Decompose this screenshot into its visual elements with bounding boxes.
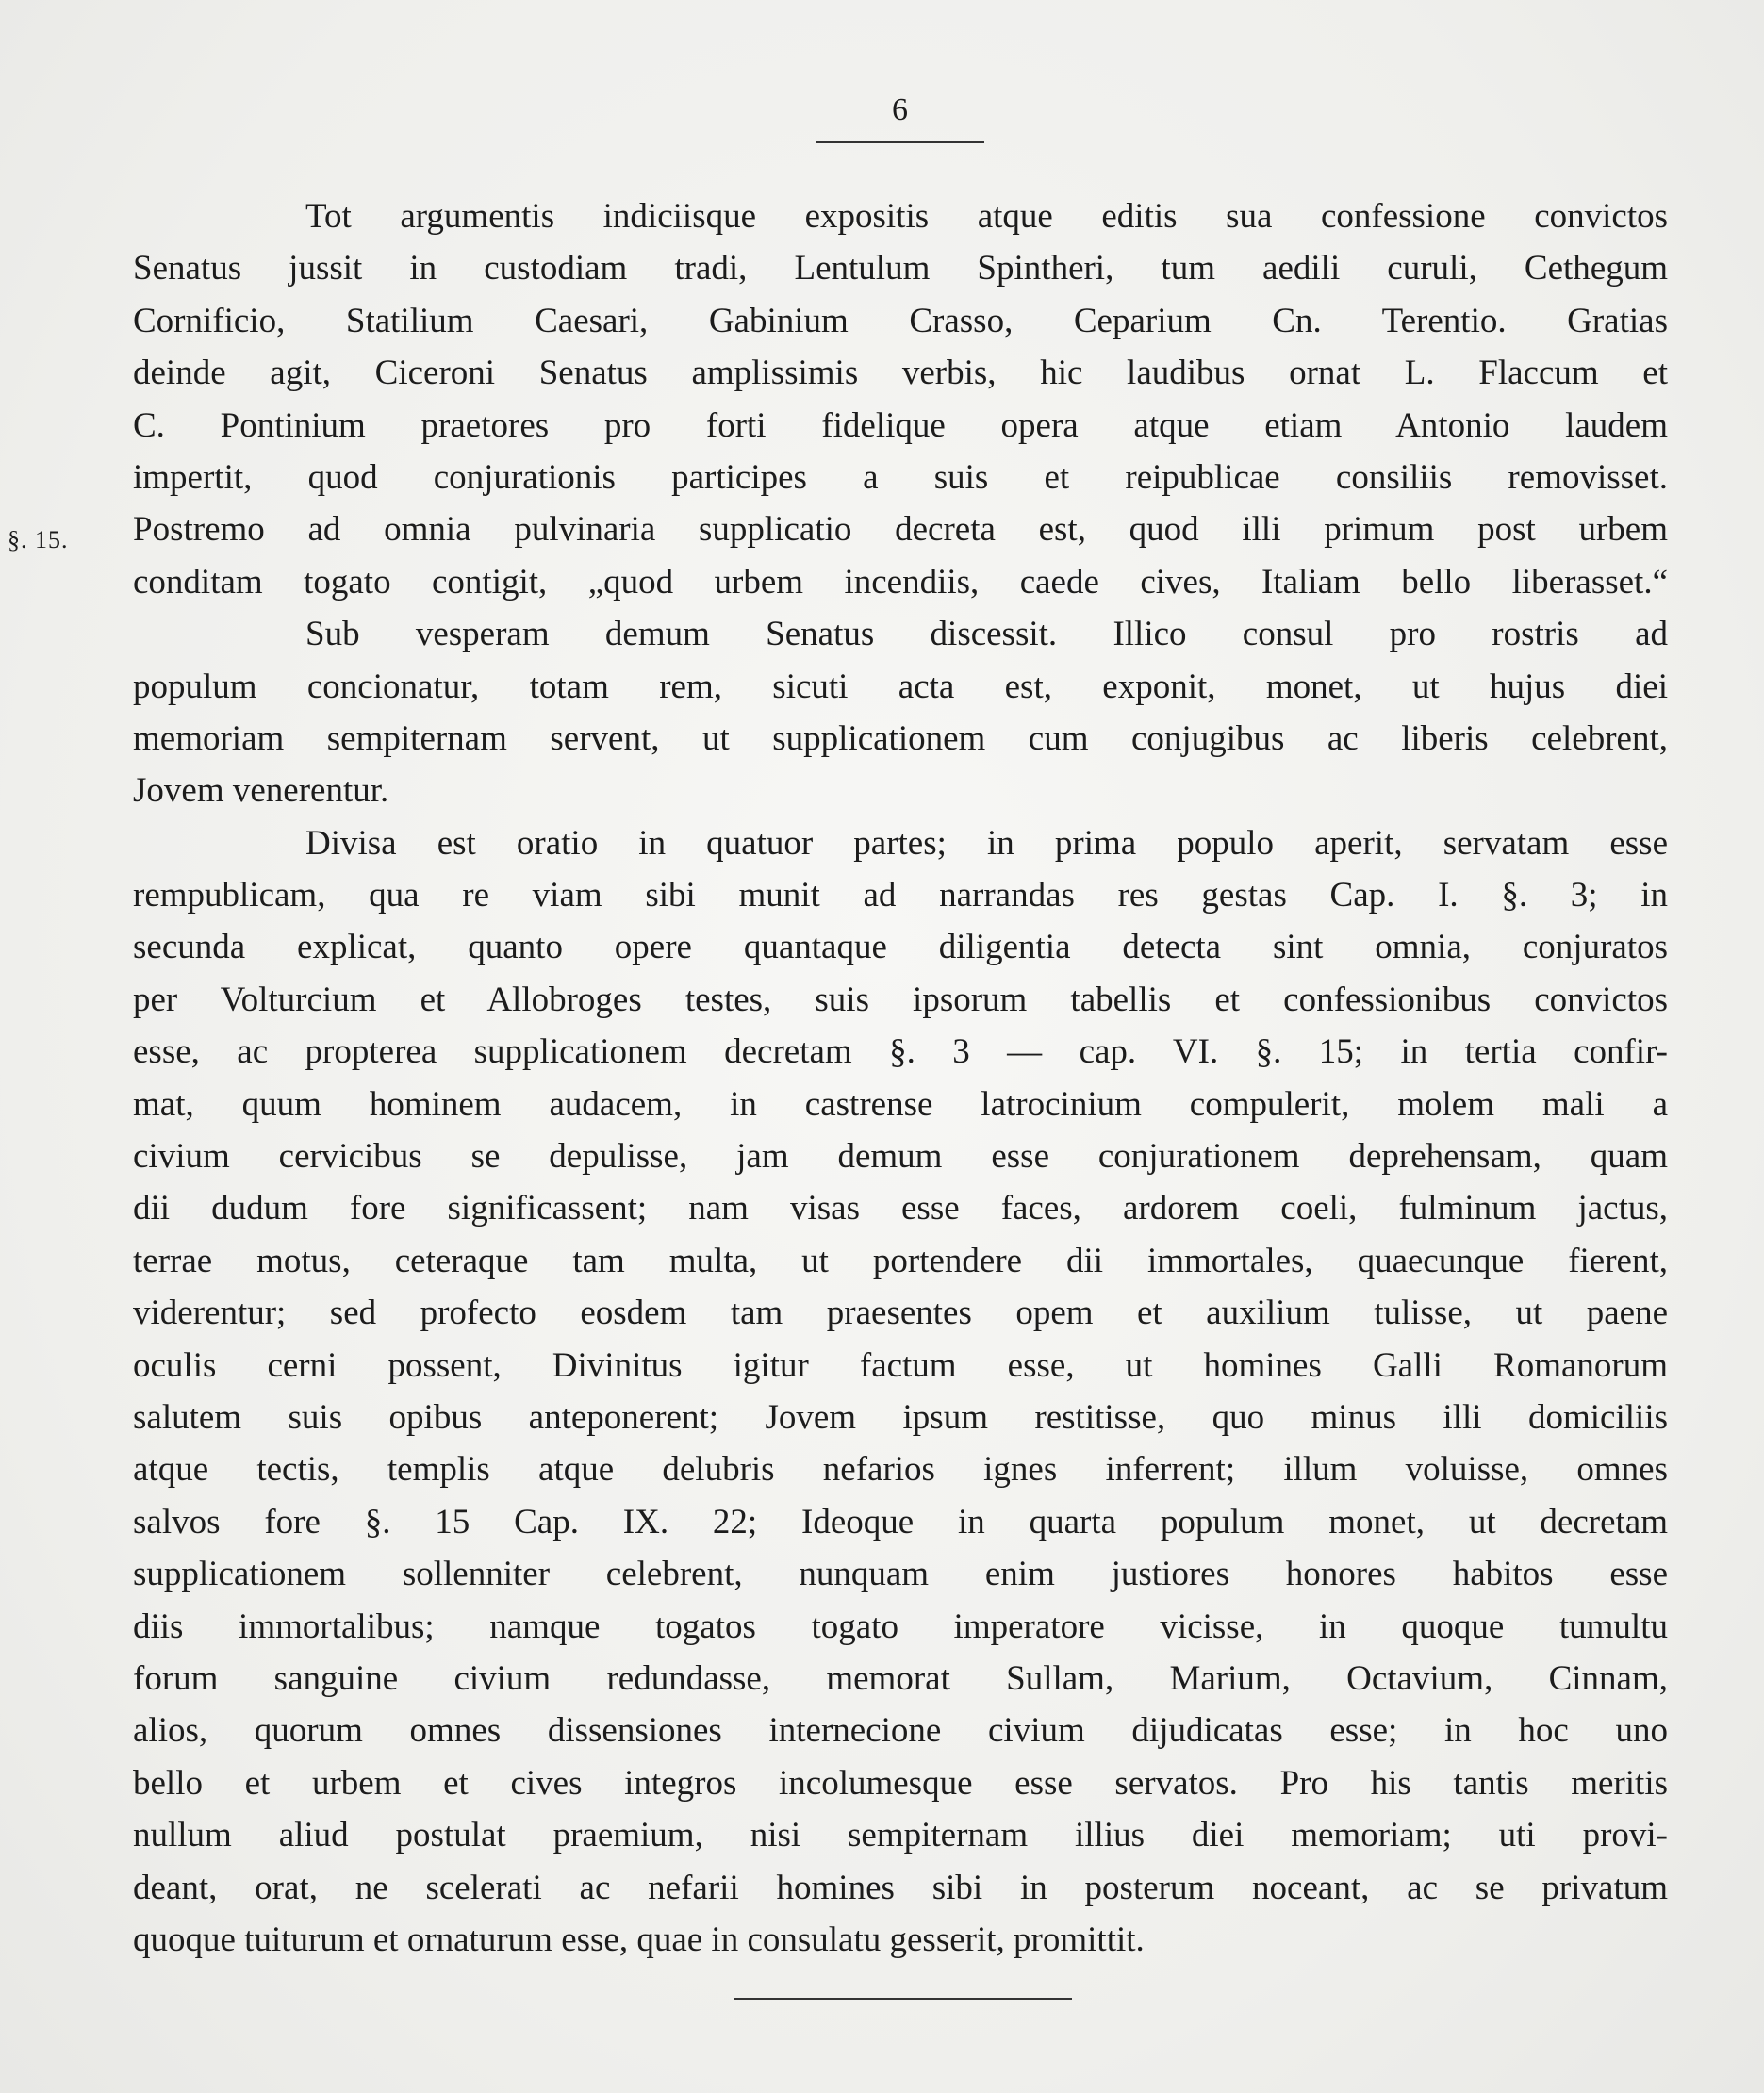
text-line: quoque tuiturum et ornaturum esse, quae in consulatu gesserit, promittit. <box>133 1920 1145 1959</box>
text-line: deant, orat, ne scelerati ac nefarii homines sibi in posterum noceant, ac se privatum <box>133 1868 1668 1907</box>
text-line: Sub vesperam demum Senatus discessit. Illico consul pro rostris ad <box>305 615 1668 654</box>
text-line: esse, ac propterea supplicationem decretam §. 3 — cap. VI. §. 15; in tertia confir- <box>133 1032 1668 1072</box>
text-line: memoriam sempiternam servent, ut supplicationem cum conjugibus ac liberis celebrent, <box>133 718 1668 758</box>
text-line: rempublicam, qua re viam sibi munit ad narrandas res gestas Cap. I. §. 3; in <box>133 876 1668 915</box>
text-line: Cornificio, Statilium Caesari, Gabinium Crasso, Ceparium Cn. Terentio. Gratias <box>133 301 1668 340</box>
text-line: terrae motus, ceteraque tam multa, ut portendere dii immortales, quaecunque fierent, <box>133 1241 1668 1280</box>
header-rule <box>816 141 984 143</box>
body-text <box>133 190 1668 1966</box>
text-line: Tot argumentis indiciisque expositis atque editis sua confessione convictos <box>305 197 1668 236</box>
text-line: bello et urbem et cives integros incolumesque esse servatos. Pro his tantis meritis <box>133 1763 1668 1803</box>
text-line: forum sanguine civium redundasse, memorat Sullam, Marium, Octavium, Cinnam, <box>133 1658 1668 1698</box>
text-line: secunda explicat, quanto opere quantaque diligentia detecta sint omnia, conjuratos <box>133 928 1668 967</box>
text-line: Divisa est oratio in quatuor partes; in prima populo aperit, servatam esse <box>305 823 1668 863</box>
text-line: Jovem venerentur. <box>133 771 389 811</box>
page-number: 6 <box>892 92 909 127</box>
text-line: supplicationem sollenniter celebrent, nunquam enim justiores honores habitos esse <box>133 1555 1668 1594</box>
marginal-section-note: §. 15. <box>8 526 69 553</box>
text-line: populum concionatur, totam rem, sicuti acta est, exponit, monet, ut hujus diei <box>133 667 1668 706</box>
text-line: nullum aliud postulat praemium, nisi sempiternam illius diei memoriam; uti provi- <box>133 1816 1668 1855</box>
text-line: mat, quum hominem audacem, in castrense latrocinium compulerit, molem mali a <box>133 1084 1668 1124</box>
footer-rule <box>734 1998 1072 2000</box>
text-line: civium cervicibus se depulisse, jam demum esse conjurationem deprehensam, quam <box>133 1137 1668 1177</box>
text-line: salutem suis opibus anteponerent; Jovem ipsum restitisse, quo minus illi domiciliis <box>133 1397 1668 1437</box>
text-line: viderentur; sed profecto eosdem tam praesentes opem et auxilium tulisse, ut paene <box>133 1294 1668 1333</box>
text-line: deinde agit, Ciceroni Senatus amplissimis verbis, hic laudibus ornat L. Flaccum et <box>133 354 1668 393</box>
text-line: dii dudum fore significassent; nam visas esse faces, ardorem coeli, fulminum jactus, <box>133 1189 1668 1228</box>
text-line: atque tectis, templis atque delubris nefarios ignes inferrent; illum voluisse, omnes <box>133 1450 1668 1490</box>
text-line: salvos fore §. 15 Cap. IX. 22; Ideoque in quarta populum monet, ut decretam <box>133 1502 1668 1541</box>
text-line: Postremo ad omnia pulvinaria supplicatio decreta est, quod illi primum post urbem <box>133 510 1668 550</box>
text-line: alios, quorum omnes dissensiones internecione civium dijudicatas esse; in hoc uno <box>133 1711 1668 1751</box>
text-line: conditam togato contigit, „quod urbem incendiis, caede cives, Italiam bello liberasset.“ <box>133 562 1668 602</box>
text-line: diis immortalibus; namque togatos togato imperatore vicisse, in quoque tumultu <box>133 1607 1668 1646</box>
text-line: impertit, quod conjurationis participes a suis et reipublicae consiliis removisset. <box>133 457 1668 497</box>
text-line: per Volturcium et Allobroges testes, suis ipsorum tabellis et confessionibus convictos <box>133 980 1668 1019</box>
text-line: oculis cerni possent, Divinitus igitur factum esse, ut homines Galli Romanorum <box>133 1345 1668 1385</box>
text-line: Senatus jussit in custodiam tradi, Lentulum Spintheri, tum aedili curuli, Cethegum <box>133 249 1668 288</box>
text-line: C. Pontinium praetores pro forti fidelique opera atque etiam Antonio laudem <box>133 405 1668 445</box>
